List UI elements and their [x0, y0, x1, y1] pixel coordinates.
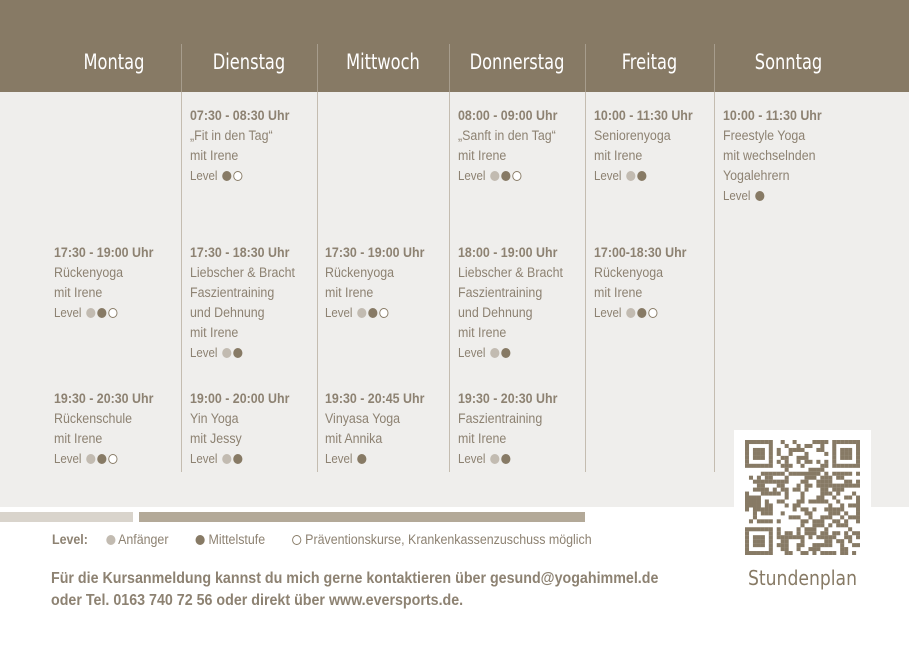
header-divider	[181, 44, 182, 92]
class-time: 17:30 - 18:30 Uhr	[190, 245, 290, 260]
class-entry	[54, 389, 153, 469]
dark-dot-icon	[196, 535, 205, 545]
level-label: Level	[458, 452, 489, 466]
light-dot-icon	[223, 454, 232, 464]
class-time: 10:00 - 11:30 Uhr	[594, 108, 693, 123]
dark-dot-icon	[98, 308, 107, 318]
qr-label: Stundenplan	[747, 566, 858, 590]
legend-item-beginner	[104, 532, 168, 547]
legend-label: Mittelstufe	[208, 532, 266, 547]
class-level	[190, 449, 289, 469]
light-dot-icon	[627, 171, 636, 181]
class-detail: Rückenyoga	[594, 265, 664, 280]
class-level	[594, 303, 687, 323]
class-detail: mit Irene	[190, 325, 239, 340]
level-label: Level	[594, 306, 625, 320]
dark-dot-icon	[234, 454, 243, 464]
class-level	[190, 166, 289, 186]
class-detail: mit wechselnden	[723, 148, 816, 163]
class-detail: mit Irene	[594, 148, 643, 163]
open-dot-icon	[513, 171, 522, 181]
class-detail: mit Jessy	[190, 431, 242, 446]
dark-dot-icon	[502, 454, 511, 464]
class-time: 19:00 - 20:00 Uhr	[190, 391, 290, 406]
class-detail: Rückenschule	[54, 411, 133, 426]
level-label: Level	[458, 169, 489, 183]
class-detail: Yogalehrern	[723, 168, 790, 183]
class-entry	[594, 243, 687, 323]
light-dot-icon	[491, 348, 500, 358]
class-detail: Freestyle Yoga	[723, 128, 806, 143]
light-dot-icon	[627, 308, 636, 318]
class-entry	[325, 389, 424, 469]
column-divider	[317, 92, 318, 472]
class-entry	[458, 389, 557, 469]
class-detail: mit Irene	[54, 285, 103, 300]
open-dot-icon	[649, 308, 658, 318]
class-detail: Faszientraining	[458, 411, 543, 426]
class-time: 17:00-18:30 Uhr	[594, 245, 687, 260]
header-divider	[317, 44, 318, 92]
level-label: Level	[325, 306, 356, 320]
class-entry	[458, 106, 557, 186]
class-time: 17:30 - 19:00 Uhr	[54, 245, 154, 260]
class-time: 19:30 - 20:30 Uhr	[54, 391, 154, 406]
class-level	[723, 186, 822, 206]
class-time: 08:00 - 09:00 Uhr	[458, 108, 558, 123]
open-dot-icon	[293, 535, 302, 545]
class-time: 19:30 - 20:30 Uhr	[458, 391, 558, 406]
level-label: Level	[54, 306, 85, 320]
contact-line-2: oder Tel. 0163 740 72 56 oder direkt über www.eversports.de.	[51, 592, 464, 609]
legend-label: Präventionskurse, Krankenkassenzuschuss möglich	[305, 532, 592, 547]
class-level	[54, 303, 153, 323]
class-entry	[190, 389, 289, 469]
dark-dot-icon	[502, 348, 511, 358]
class-detail: und Dehnung	[190, 305, 265, 320]
level-label: Level	[54, 452, 85, 466]
qr-code[interactable]	[734, 430, 871, 560]
class-level	[54, 449, 153, 469]
class-time: 17:30 - 19:00 Uhr	[325, 245, 425, 260]
level-label: Level	[190, 169, 221, 183]
day-sunday: Sonntag	[754, 50, 823, 74]
class-detail: Liebscher & Bracht	[190, 265, 295, 280]
class-detail: Yin Yoga	[190, 411, 239, 426]
class-detail: Seniorenyoga	[594, 128, 671, 143]
class-detail: mit Irene	[325, 285, 374, 300]
class-detail: mit Irene	[54, 431, 103, 446]
class-detail: Rückenyoga	[54, 265, 124, 280]
day-thursday: Donnerstag	[469, 50, 565, 74]
header-divider	[714, 44, 715, 92]
dark-dot-icon	[756, 191, 765, 201]
class-detail: Faszientraining	[190, 285, 275, 300]
light-dot-icon	[491, 171, 500, 181]
legend-label: Anfänger	[118, 532, 169, 547]
class-detail: mit Annika	[325, 431, 383, 446]
open-dot-icon	[109, 454, 118, 464]
dark-dot-icon	[234, 348, 243, 358]
legend-item-intermediate	[194, 532, 265, 547]
class-detail: „Fit in den Tag“	[190, 128, 273, 143]
class-entry	[325, 243, 424, 323]
day-tuesday: Dienstag	[212, 50, 286, 74]
level-label: Level	[458, 346, 489, 360]
decor-bar	[139, 512, 585, 522]
day-wednesday: Mittwoch	[346, 50, 420, 74]
class-time: 18:00 - 19:00 Uhr	[458, 245, 558, 260]
class-level	[458, 343, 563, 363]
legend-item-prevention	[291, 532, 592, 547]
header-divider	[449, 44, 450, 92]
class-level	[594, 166, 693, 186]
day-friday: Freitag	[621, 50, 678, 74]
column-divider	[714, 92, 715, 472]
column-divider	[181, 92, 182, 472]
class-detail: mit Irene	[190, 148, 239, 163]
open-dot-icon	[380, 308, 389, 318]
class-time: 07:30 - 08:30 Uhr	[190, 108, 290, 123]
dark-dot-icon	[223, 171, 232, 181]
class-entry	[458, 243, 563, 363]
class-detail: mit Irene	[594, 285, 643, 300]
qr-code-icon	[745, 440, 860, 555]
dark-dot-icon	[502, 171, 511, 181]
open-dot-icon	[109, 308, 118, 318]
level-label: Level	[723, 189, 754, 203]
light-dot-icon	[87, 454, 96, 464]
column-divider	[449, 92, 450, 472]
contact-info	[51, 568, 658, 612]
class-detail: Faszientraining	[458, 285, 543, 300]
class-level	[325, 303, 424, 323]
class-level	[458, 449, 557, 469]
class-time: 10:00 - 11:30 Uhr	[723, 108, 822, 123]
light-dot-icon	[223, 348, 232, 358]
class-level	[458, 166, 557, 186]
dark-dot-icon	[638, 308, 647, 318]
level-label: Level	[325, 452, 356, 466]
header-divider	[585, 44, 586, 92]
dark-dot-icon	[98, 454, 107, 464]
decor-bar	[0, 512, 133, 522]
class-entry	[54, 243, 153, 323]
class-detail: und Dehnung	[458, 305, 533, 320]
light-dot-icon	[358, 308, 367, 318]
legend-title: Level:	[52, 532, 88, 547]
class-detail: „Sanft in den Tag“	[458, 128, 556, 143]
level-label: Level	[594, 169, 625, 183]
class-detail: Rückenyoga	[325, 265, 395, 280]
dark-dot-icon	[369, 308, 378, 318]
class-detail: mit Irene	[458, 431, 507, 446]
level-label: Level	[190, 452, 221, 466]
class-detail: Liebscher & Bracht	[458, 265, 563, 280]
class-entry	[723, 106, 822, 206]
dark-dot-icon	[358, 454, 367, 464]
class-entry	[594, 106, 693, 186]
class-level	[325, 449, 424, 469]
class-entry	[190, 106, 289, 186]
dark-dot-icon	[638, 171, 647, 181]
class-detail: Vinyasa Yoga	[325, 411, 401, 426]
class-detail: mit Irene	[458, 325, 507, 340]
day-monday: Montag	[83, 50, 145, 74]
class-detail: mit Irene	[458, 148, 507, 163]
light-dot-icon	[87, 308, 96, 318]
contact-line-1: Für die Kursanmeldung kannst du mich gerne kontaktieren über gesund@yogahimmel.de	[51, 570, 659, 587]
light-dot-icon	[106, 535, 115, 545]
class-level	[190, 343, 295, 363]
light-dot-icon	[491, 454, 500, 464]
column-divider	[585, 92, 586, 472]
open-dot-icon	[234, 171, 243, 181]
class-time: 19:30 - 20:45 Uhr	[325, 391, 425, 406]
level-label: Level	[190, 346, 221, 360]
level-legend	[52, 532, 614, 547]
class-entry	[190, 243, 295, 363]
